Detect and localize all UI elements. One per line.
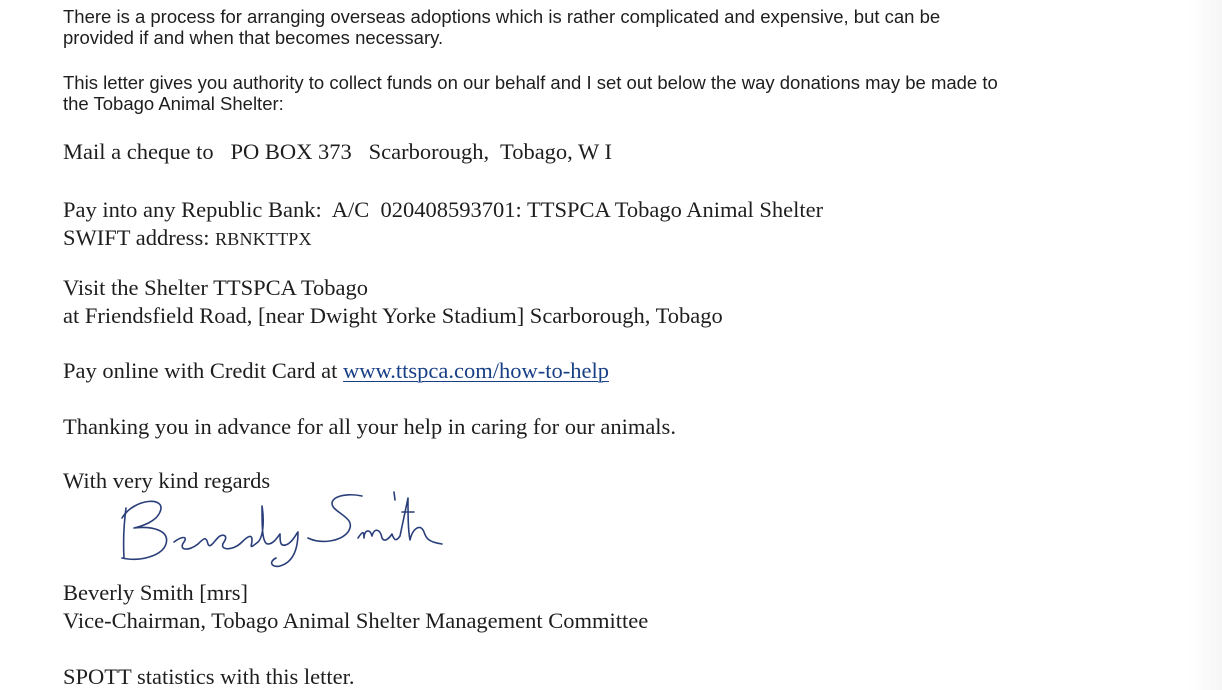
thanks-line — [63, 413, 676, 441]
signature-stroke — [394, 492, 395, 500]
regards-text: With very kind regards — [63, 468, 271, 493]
visit-address-line: at Friendsfield Road, [near Dwight Yorke Stadium] Scarborough, Tobago — [63, 303, 723, 328]
signer-name: Beverly Smith [mrs] — [63, 580, 248, 605]
donation-link[interactable]: www.ttspca.com/how-to-help — [342, 358, 609, 383]
signer-title: Vice-Chairman, Tobago Animal Shelter Management Committee — [63, 608, 649, 633]
swift-label: SWIFT address: — [63, 225, 216, 250]
swift-line — [63, 224, 823, 253]
pay-online-text: Pay online with Credit Card at — [63, 358, 343, 383]
thanks-text: Thanking you in advance for all your help in caring for our animals. — [63, 414, 676, 439]
bank-account-line: Pay into any Republic Bank: A/C 020408593701: TTSPCA Tobago Animal Shelter — [63, 197, 824, 222]
signer-block — [63, 579, 648, 635]
signature-stroke — [174, 506, 298, 566]
mail-cheque-line — [63, 138, 612, 166]
bank-details — [63, 196, 823, 253]
paragraph-line: provided if and when that becomes necessary. — [63, 27, 444, 48]
pay-online-line — [63, 357, 609, 385]
signature-stroke — [308, 495, 362, 542]
signature-stroke — [122, 501, 167, 559]
handwritten-signature — [112, 478, 532, 574]
paragraph-authority — [63, 72, 998, 114]
paragraph-overseas-adoptions — [63, 6, 940, 48]
paragraph-line: the Tobago Animal Shelter: — [63, 93, 284, 114]
visit-line: Visit the Shelter TTSPCA Tobago — [63, 275, 369, 300]
visit-shelter — [63, 274, 723, 330]
scan-edge-shading — [1188, 0, 1222, 690]
swift-code: RBNKTTPX — [215, 229, 312, 249]
paragraph-line: There is a process for arranging overseas adoptions which is rather complicated and expensive, but can be — [63, 6, 941, 27]
postscript-line — [63, 663, 354, 690]
signature-stroke — [358, 498, 442, 544]
mail-cheque-text: Mail a cheque to PO BOX 373 Scarborough, Tobago, W I — [63, 139, 612, 164]
postscript-text: SPOTT statistics with this letter. — [63, 664, 355, 689]
paragraph-line: This letter gives you authority to collect funds on our behalf and I set out below the way donations may be made to — [63, 72, 998, 93]
